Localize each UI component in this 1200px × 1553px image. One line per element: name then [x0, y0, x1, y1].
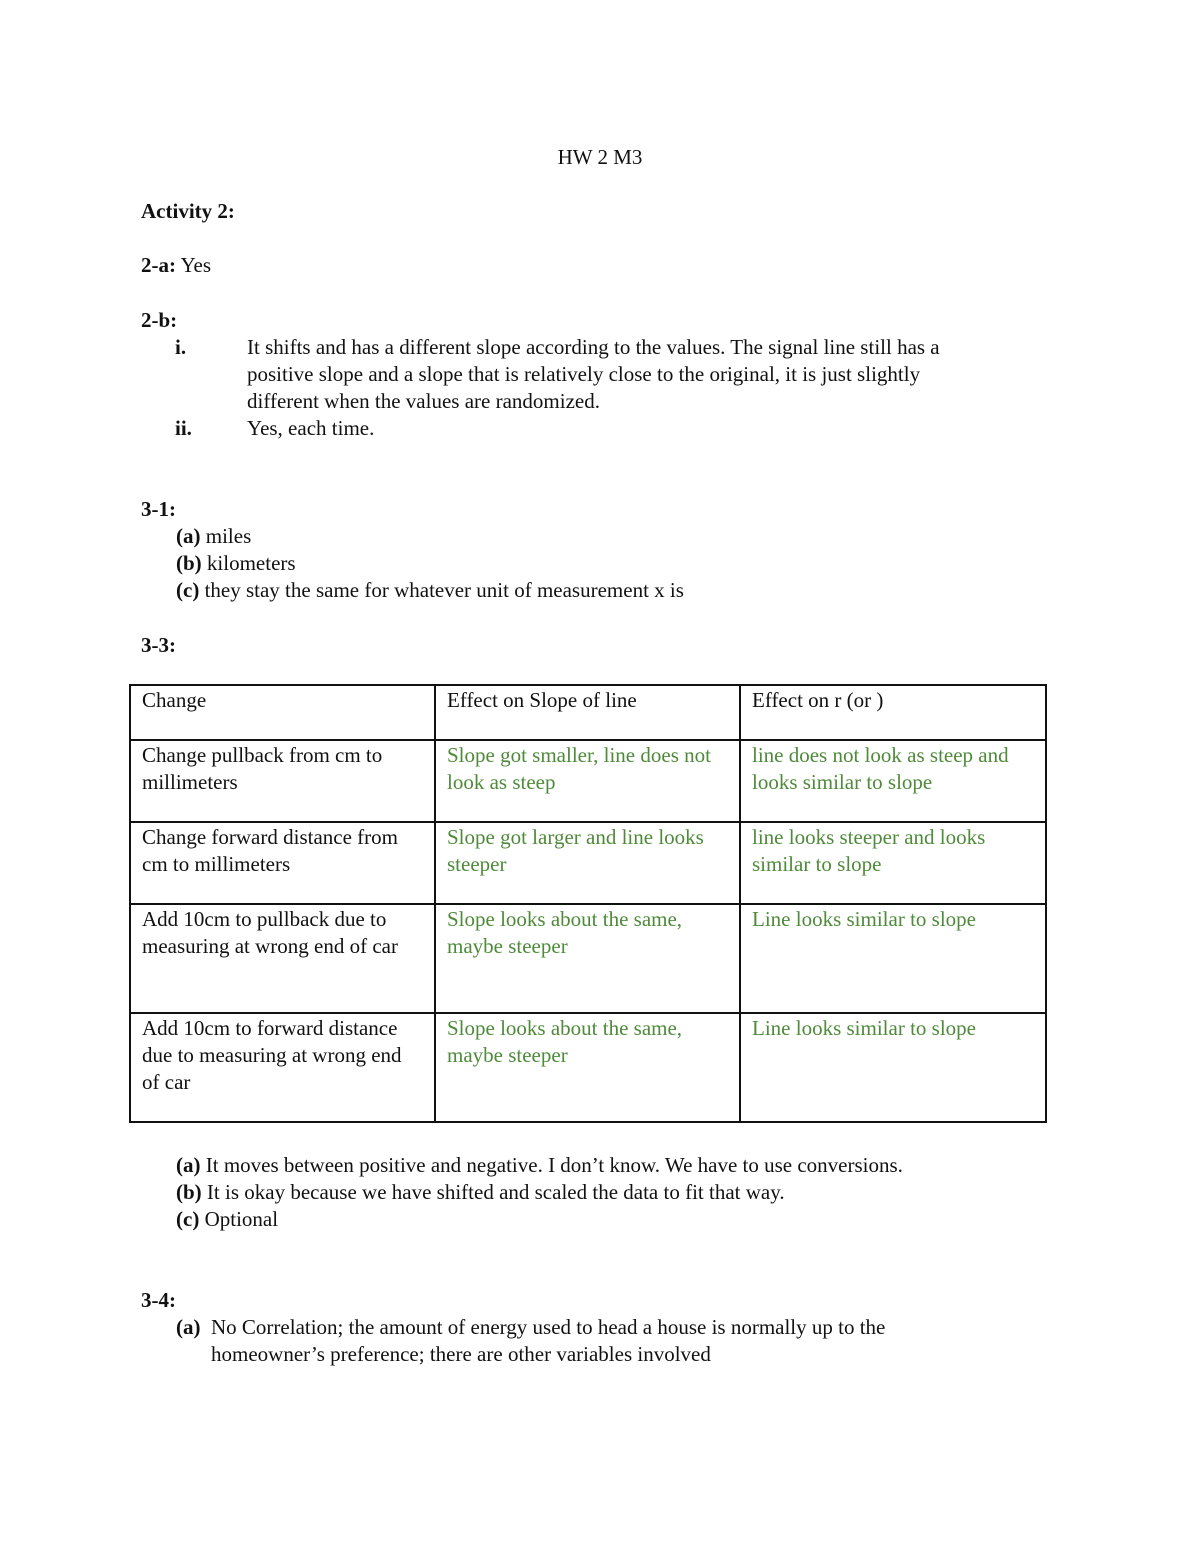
- page-title: HW 2 M3: [557, 145, 643, 169]
- table-header-cell: Effect on Slope of line: [435, 685, 740, 740]
- table-cell: Add 10cm to pullback due to measuring at wrong end of car: [130, 904, 435, 1013]
- table-cell: line looks steeper and looks similar to slope: [740, 822, 1046, 904]
- answer-line: No Correlation; the amount of energy used to head a house is normally up to the: [211, 1315, 886, 1339]
- question-2a: [141, 252, 211, 279]
- list-item: [176, 550, 296, 577]
- change-effects-table: [129, 684, 1047, 1123]
- list-marker: (b): [176, 551, 202, 575]
- table-header-cell: Effect on r (or ): [740, 685, 1046, 740]
- table-header-cell: Change: [130, 685, 435, 740]
- list-marker: i.: [175, 335, 187, 359]
- activity-heading: Activity 2:: [141, 199, 235, 223]
- table-cell: Change forward distance from cm to millimeters: [130, 822, 435, 904]
- answer-text: It moves between positive and negative. I don’t know. We have to use conversions.: [205, 1153, 903, 1177]
- table-row: [130, 740, 1046, 822]
- list-marker: (a): [176, 524, 201, 548]
- list-item: [176, 523, 251, 550]
- table-row: [130, 822, 1046, 904]
- question-3-1-label: 3-1:: [141, 497, 176, 521]
- table-row: [130, 904, 1046, 1013]
- question-3-3-label: 3-3:: [141, 633, 176, 657]
- table-cell: Slope looks about the same, maybe steeper: [435, 1013, 740, 1122]
- list-marker: (c): [176, 578, 200, 602]
- answer-text: Yes: [180, 253, 212, 277]
- table-cell: Slope got smaller, line does not look as steep: [435, 740, 740, 822]
- list-item: [176, 1179, 785, 1206]
- list-marker: (b): [176, 1180, 202, 1204]
- list-marker: ii.: [175, 416, 192, 440]
- answer-text: It is okay because we have shifted and scaled the data to fit that way.: [206, 1180, 785, 1204]
- list-marker: (a): [176, 1315, 201, 1339]
- answer-line: Yes, each time.: [247, 416, 375, 440]
- list-item: [176, 1152, 903, 1179]
- table-cell: Line looks similar to slope: [740, 904, 1046, 1013]
- table-cell: Add 10cm to forward distance due to measuring at wrong end of car: [130, 1013, 435, 1122]
- question-3-4-label: 3-4:: [141, 1288, 176, 1312]
- answer-text: Optional: [204, 1207, 279, 1231]
- answer-line: homeowner’s preference; there are other variables involved: [211, 1342, 711, 1366]
- table-cell: Change pullback from cm to millimeters: [130, 740, 435, 822]
- answer-text: they stay the same for whatever unit of measurement x is: [204, 578, 684, 602]
- table-cell: line does not look as steep and looks similar to slope: [740, 740, 1046, 822]
- list-item: [176, 577, 684, 604]
- table-cell: Slope got larger and line looks steeper: [435, 822, 740, 904]
- list-marker: (a): [176, 1153, 201, 1177]
- question-label: 2-a:: [141, 253, 176, 277]
- list-item: [176, 1206, 278, 1233]
- answer-line: different when the values are randomized.: [247, 389, 600, 413]
- table-header-row: [130, 685, 1046, 740]
- answer-text: miles: [205, 524, 252, 548]
- answer-line: positive slope and a slope that is relatively close to the original, it is just slightly: [247, 362, 921, 386]
- table-cell: Slope looks about the same, maybe steeper: [435, 904, 740, 1013]
- answer-line: It shifts and has a different slope according to the values. The signal line still has a: [247, 335, 940, 359]
- answer-text: kilometers: [206, 551, 296, 575]
- table-row: [130, 1013, 1046, 1122]
- list-marker: (c): [176, 1207, 200, 1231]
- table-cell: Line looks similar to slope: [740, 1013, 1046, 1122]
- question-2b-label: 2-b:: [141, 308, 178, 332]
